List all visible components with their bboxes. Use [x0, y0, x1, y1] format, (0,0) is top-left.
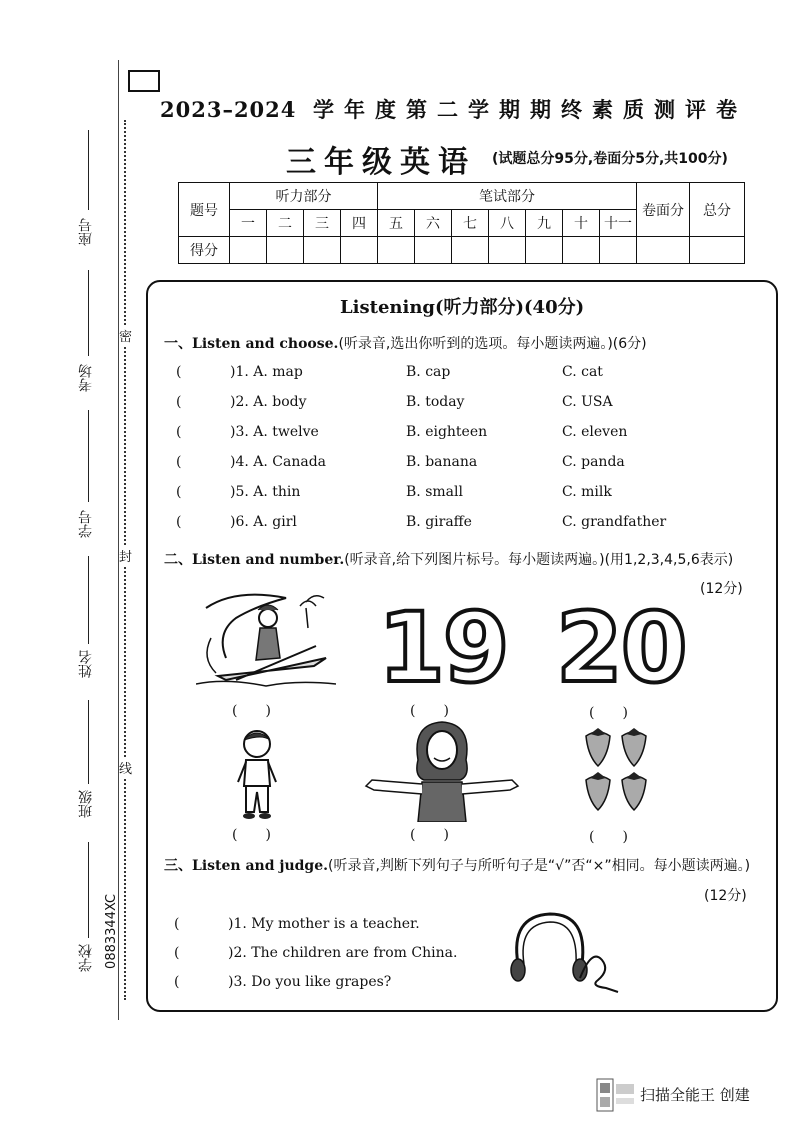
score-box[interactable] [341, 237, 378, 264]
option-a: )3. A. twelve [230, 424, 319, 440]
paper-code: 0883344XC [104, 894, 119, 969]
corner-box [128, 70, 160, 92]
seal-feng: 封 [119, 546, 132, 565]
answer-paren[interactable]: ( ) [410, 703, 449, 719]
score-box[interactable] [489, 237, 526, 264]
seal-mi: 密 [119, 326, 132, 345]
score-box[interactable] [563, 237, 600, 264]
exam-term: 学年度第二学期期终素质测评卷 [313, 98, 748, 122]
answer-bracket[interactable]: ( [176, 514, 182, 530]
defen-cell: 得分 [179, 237, 230, 264]
option-b: B. small [406, 484, 463, 500]
col-11: 十一 [600, 210, 637, 237]
col-5: 五 [378, 210, 415, 237]
answer-bracket[interactable]: ( [176, 454, 182, 470]
part3-points: (12分) [704, 888, 747, 904]
option-c: C. eleven [562, 424, 628, 440]
answer-bracket[interactable]: ( [176, 394, 182, 410]
part1-title [164, 333, 647, 353]
col-10: 十 [563, 210, 600, 237]
list-item [174, 916, 494, 945]
answer-bracket[interactable]: ( [176, 424, 182, 440]
answer-bracket[interactable]: ( [174, 974, 180, 990]
headphones-icon [506, 908, 626, 994]
boy-picture [232, 726, 282, 822]
class-line [88, 700, 89, 784]
answer-paren[interactable]: ( ) [410, 827, 449, 843]
list-item [176, 364, 696, 394]
option-a: )1. A. map [230, 364, 303, 380]
number-19: 19 [378, 592, 508, 704]
score-box[interactable] [378, 237, 415, 264]
col-2: 二 [267, 210, 304, 237]
name-line [88, 556, 89, 644]
col-3: 三 [304, 210, 341, 237]
option-b: B. giraffe [406, 514, 472, 530]
judge-sentence: )1. My mother is a teacher. [228, 916, 420, 932]
option-a: )5. A. thin [230, 484, 301, 500]
col-7: 七 [452, 210, 489, 237]
exam-room-line [88, 270, 89, 356]
seat-line [88, 130, 89, 210]
part2-title-en: 二、Listen and number. [164, 552, 345, 568]
answer-bracket[interactable]: ( [174, 945, 180, 961]
tihao-cell: 题号 [179, 183, 230, 237]
answer-bracket[interactable]: ( [174, 916, 180, 932]
option-c: C. cat [562, 364, 603, 380]
part3-title [164, 855, 750, 875]
listening-header: 听力部分 [230, 183, 378, 210]
score-table [178, 182, 745, 264]
list-item [176, 514, 696, 544]
option-b: B. today [406, 394, 465, 410]
part2-points: (12分) [700, 581, 743, 597]
list-item [176, 484, 696, 514]
scanner-logo-icon [596, 1078, 636, 1112]
option-b: B. banana [406, 454, 478, 470]
exam-title [160, 94, 760, 124]
answer-paren[interactable]: ( ) [589, 705, 628, 721]
option-b: B. cap [406, 364, 451, 380]
list-item [176, 454, 696, 484]
written-header: 笔试部分 [378, 183, 637, 210]
list-item [176, 394, 696, 424]
answer-paren[interactable]: ( ) [232, 703, 271, 719]
col-8: 八 [489, 210, 526, 237]
name-label: 姓名 [78, 650, 94, 678]
juanmian-header: 卷面分 [637, 183, 690, 237]
seal-xian: 线 [119, 758, 132, 777]
answer-paren[interactable]: ( ) [232, 827, 271, 843]
option-b: B. eighteen [406, 424, 488, 440]
school-label: 学校 [78, 944, 94, 972]
student-no-line [88, 410, 89, 502]
part3-title-cn: (听录音,判断下列句子与所听句子是“√”否“×”相同。每小题读两遍。) [328, 858, 751, 874]
list-item [174, 945, 494, 974]
part2-title-cn: (听录音,给下列图片标号。每小题读两遍。)(用1,2,3,4,5,6表示) [344, 552, 734, 568]
exam-room-label: 考场 [78, 364, 94, 392]
subject-title: 三年级英语 [286, 145, 476, 180]
total-header: 总分 [690, 183, 745, 237]
part3-list [174, 916, 494, 1003]
listening-title: Listening(听力部分)(40分) [340, 297, 585, 318]
number-20: 20 [556, 592, 686, 704]
score-box[interactable] [690, 237, 745, 264]
answer-bracket[interactable]: ( [176, 484, 182, 500]
col-6: 六 [415, 210, 452, 237]
score-box[interactable] [452, 237, 489, 264]
exam-year: 2023–2024 [160, 97, 297, 122]
score-box[interactable] [415, 237, 452, 264]
part1-title-cn: (听录音,选出你听到的选项。每小题读两遍。)(6分) [338, 336, 647, 352]
tall-girl-picture [362, 720, 522, 822]
school-line [88, 842, 89, 938]
boat-picture [196, 588, 336, 690]
col-1: 一 [230, 210, 267, 237]
answer-paren[interactable]: ( ) [589, 829, 628, 845]
answer-bracket[interactable]: ( [176, 364, 182, 380]
score-box[interactable] [267, 237, 304, 264]
score-box[interactable] [304, 237, 341, 264]
seat-label: 座号 [78, 218, 94, 246]
score-note: (试题总分95分,卷面分5分,共100分) [492, 151, 728, 167]
option-c: C. milk [562, 484, 612, 500]
score-box[interactable] [637, 237, 690, 264]
col-9: 九 [526, 210, 563, 237]
option-c: C. grandfather [562, 514, 667, 530]
part2-title [164, 549, 733, 569]
part1-list [176, 364, 696, 544]
class-label: 班级 [78, 790, 94, 818]
option-a: )2. A. body [230, 394, 307, 410]
option-c: C. panda [562, 454, 625, 470]
judge-sentence: )3. Do you like grapes? [228, 974, 392, 990]
option-a: )6. A. girl [230, 514, 297, 530]
part3-title-en: 三、Listen and judge. [164, 858, 328, 874]
part1-title-en: 一、Listen and choose. [164, 336, 339, 352]
judge-sentence: )2. The children are from China. [228, 945, 458, 961]
strawberries-picture [580, 726, 656, 822]
student-no-label: 学号 [78, 510, 94, 538]
margin-line [118, 60, 119, 1020]
option-a: )4. A. Canada [230, 454, 327, 470]
score-box[interactable] [600, 237, 637, 264]
score-box[interactable] [230, 237, 267, 264]
list-item [174, 974, 494, 1003]
score-box[interactable] [526, 237, 563, 264]
option-c: C. USA [562, 394, 613, 410]
scanner-watermark: 扫描全能王 创建 [640, 1086, 750, 1104]
list-item [176, 424, 696, 454]
col-4: 四 [341, 210, 378, 237]
